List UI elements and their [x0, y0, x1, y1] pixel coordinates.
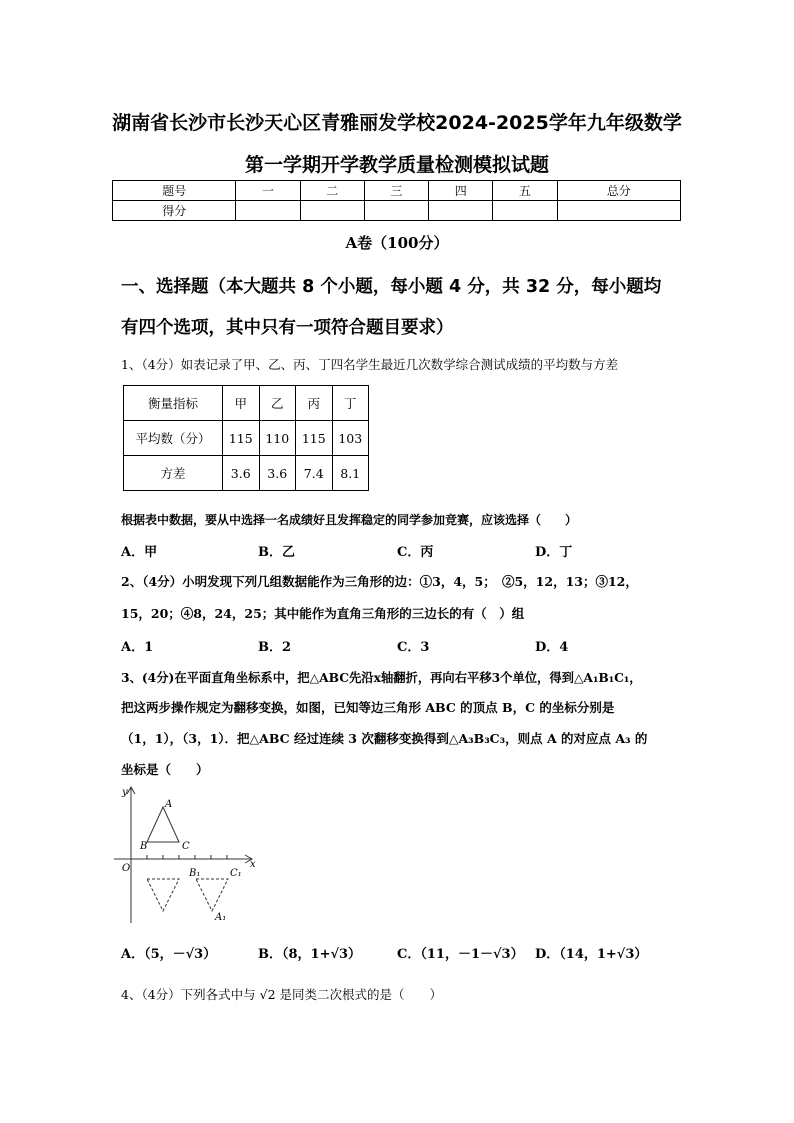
score-cell	[364, 201, 428, 221]
section-heading-line-1: 一、选择题（本大题共 8 个小题，每小题 4 分，共 32 分，每小题均	[121, 277, 662, 297]
q3-figure	[112, 783, 262, 928]
cell: 110	[259, 421, 296, 456]
label-y: y	[122, 787, 128, 798]
q1-stem: 1、（4分）如表记录了甲、乙、丙、丁四名学生最近几次数学综合测试成绩的平均数与方差	[121, 357, 619, 372]
cell: 五	[493, 181, 557, 201]
cell: 甲	[223, 386, 260, 421]
q2-line-1: 2、（4分）小明发现下列几组数据能作为三角形的边：①3，4，5； ②5，12，13；③12，	[121, 574, 638, 589]
score-cell	[236, 201, 300, 221]
q2-line-2: 15，20；④8，24，25；其中能作为直角三角形的三边长的有（ ）组	[121, 606, 525, 621]
q1-option-c[interactable]: C．丙	[397, 545, 434, 560]
score-table-row	[113, 201, 681, 221]
label-b: B	[140, 841, 148, 852]
score-cell	[493, 201, 557, 221]
triangle-abc	[147, 807, 179, 842]
q2-option-a[interactable]: A．1	[121, 640, 154, 655]
cell: 得分	[113, 201, 236, 221]
axis-ticks	[147, 855, 227, 859]
q1-option-d[interactable]: D．丁	[535, 545, 573, 560]
cell: 丁	[332, 386, 369, 421]
cell: 题号	[113, 181, 236, 201]
section-heading-line-2: 有四个选项，其中只有一项符合题目要求）	[121, 318, 454, 338]
q2-option-b[interactable]: B．2	[258, 640, 292, 655]
label-a1: A₁	[215, 912, 227, 923]
table-row	[124, 456, 369, 491]
score-cell	[557, 201, 680, 221]
cell: 二	[300, 181, 364, 201]
cell: 三	[364, 181, 428, 201]
label-c: C	[182, 841, 190, 852]
table-row	[124, 421, 369, 456]
part-title: A卷（100分）	[345, 234, 449, 252]
q3-option-d[interactable]: D．（14，1+√3）	[535, 947, 648, 962]
q1-table	[123, 385, 369, 491]
cell: 8.1	[332, 456, 369, 491]
q1-option-a[interactable]: A．甲	[121, 545, 158, 560]
cell: 115	[223, 421, 260, 456]
cell: 四	[429, 181, 493, 201]
q3-option-c[interactable]: C．（11，－1－√3）	[397, 947, 524, 962]
score-table-header	[113, 181, 681, 201]
label-o: O	[122, 863, 131, 874]
q2-option-c[interactable]: C．3	[397, 640, 430, 655]
triangle-a1b1c1	[196, 879, 228, 911]
q1-option-b[interactable]: B．乙	[258, 545, 295, 560]
cell: 平均数（分）	[124, 421, 223, 456]
score-table	[112, 180, 681, 221]
label-a: A	[165, 799, 173, 810]
title-line-1: 湖南省长沙市长沙天心区青雅丽发学校2024-2025学年九年级数学	[112, 112, 682, 134]
label-x: x	[250, 859, 256, 870]
cell: 115	[296, 421, 333, 456]
cell: 方差	[124, 456, 223, 491]
score-cell	[429, 201, 493, 221]
q3-line-2: 把这两步操作规定为翻移变换，如图，已知等边三角形 ABC 的顶点 B，C 的坐标分别是	[121, 700, 615, 715]
cell: 衡量指标	[124, 386, 223, 421]
q3-line-4: 坐标是（ ）	[121, 762, 209, 777]
label-c1: C₁	[230, 868, 242, 879]
q1-question: 根据表中数据，要从中选择一名成绩好且发挥稳定的同学参加竞赛，应该选择（ ）	[121, 513, 578, 527]
q3-option-b[interactable]: B．（8，1+√3）	[258, 947, 362, 962]
cell: 乙	[259, 386, 296, 421]
q4-stem: 4、（4分）下列各式中与 √2 是同类二次根式的是（ ）	[121, 987, 443, 1002]
label-b1: B₁	[189, 868, 201, 879]
q2-option-d[interactable]: D．4	[535, 640, 569, 655]
cell: 103	[332, 421, 369, 456]
title-line-2: 第一学期开学教学质量检测模拟试题	[244, 154, 549, 176]
cell: 7.4	[296, 456, 333, 491]
cell: 3.6	[259, 456, 296, 491]
cell: 丙	[296, 386, 333, 421]
table-row	[124, 386, 369, 421]
triangle-reflected	[147, 879, 179, 911]
q3-option-a[interactable]: A．（5，－√3）	[121, 947, 217, 962]
cell: 总分	[557, 181, 680, 201]
cell: 一	[236, 181, 300, 201]
cell: 3.6	[223, 456, 260, 491]
q3-line-1: 3、(4分)在平面直角坐标系中，把△ABC先沿x轴翻折，再向右平移3个单位，得到△A₁B₁C₁，	[121, 670, 642, 685]
score-cell	[300, 201, 364, 221]
q3-line-3: （1，1），（3，1）．把△ABC 经过连续 3 次翻移变换得到△A₃B₃C₃，则点 A 的对应点 A₃ 的	[121, 731, 648, 746]
